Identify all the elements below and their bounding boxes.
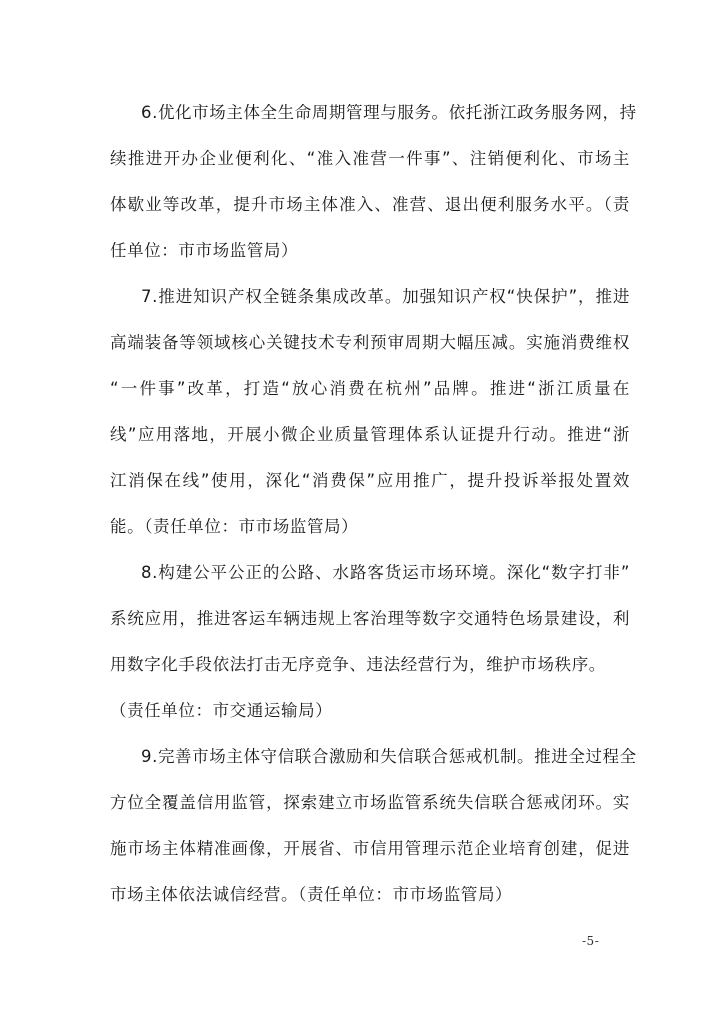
paragraph-8-line-1: 8.构建公平公正的公路、水路客货运市场环境。深化“数字打非”	[141, 563, 630, 582]
paragraph-7-line-5: 江消保在线”使用，深化“消费保”应用推广，提升投诉举报处置效	[110, 471, 630, 490]
paragraph-6-line-4: 任单位：市市场监管局）	[110, 241, 299, 260]
paragraph-7-line-1: 7.推进知识产权全链条集成改革。加强知识产权“快保护”，推进	[141, 287, 630, 306]
paragraph-7-line-3: “一件事”改革，打造“放心消费在杭州”品牌。推进“浙江质量在	[110, 379, 630, 398]
paragraph-7-line-4: 线”应用落地，开展小微企业质量管理体系认证提升行动。推进“浙	[110, 425, 630, 444]
paragraph-6-line-1: 6.优化市场主体全生命周期管理与服务。依托浙江政务服务网，持	[141, 103, 637, 122]
page-number: -5-	[582, 934, 600, 948]
paragraph-6-line-2: 续推进开办企业便利化、“准入准营一件事”、注销便利化、市场主	[110, 149, 630, 168]
paragraph-8-line-2: 系统应用，推进客运车辆违规上客治理等数字交通特色场景建设，利	[110, 609, 630, 628]
paragraph-9-line-4: 市场主体依法诚信经营。（责任单位：市市场监管局）	[110, 885, 513, 904]
paragraph-8-line-3: 用数字化手段依法打击无序竞争、违法经营行为，维护市场秩序。	[110, 655, 606, 674]
paragraph-7-line-2: 高端装备等领域核心关键技术专利预审周期大幅压减。实施消费维权	[110, 333, 630, 352]
paragraph-7-line-6: 能。（责任单位：市市场监管局）	[110, 517, 359, 536]
paragraph-9-line-3: 施市场主体精准画像，开展省、市信用管理示范企业培育创建，促进	[110, 839, 630, 858]
paragraph-9-line-2: 方位全覆盖信用监管，探索建立市场监管系统失信联合惩戒闭环。实	[110, 793, 630, 812]
paragraph-6-line-3: 体歇业等改革，提升市场主体准入、准营、退出便利服务水平。（责	[110, 195, 630, 214]
paragraph-9-line-1: 9.完善市场主体守信联合激励和失信联合惩戒机制。推进全过程全	[141, 747, 637, 766]
paragraph-8-line-4: （责任单位：市交通运输局）	[110, 701, 333, 720]
